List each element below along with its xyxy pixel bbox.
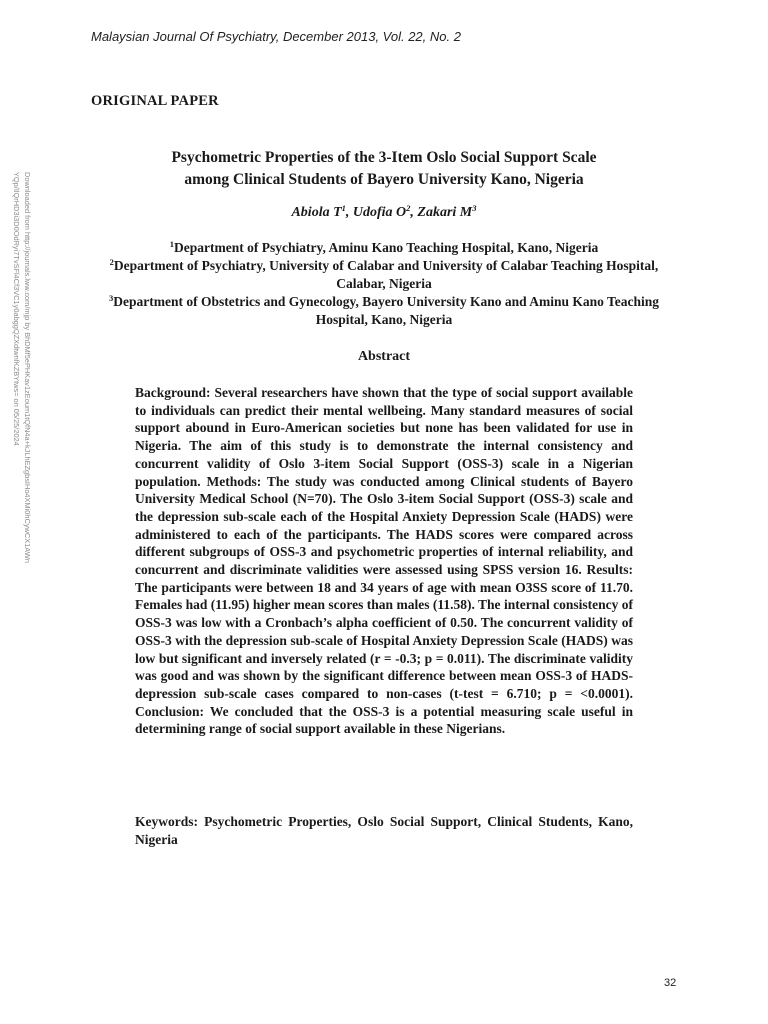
abstract-body: Background: Several researchers have shown that the type of social support available to individuals can predict their mental wellbeing. Many standard measures of social support abound in Euro-American societies but none has been validated for use in Nigeria. The aim of this study is to demonstrate the internal consistency and concurrent validity of Oslo 3-item Social Support (OSS-3) scale in a Nigerian population. Methods: The study was conducted among Clinical students of Bayero University Medical School (N=70). The Oslo 3-item Social Support (OSS-3) scale and the depression sub-scale each of the Hospital Anxiety Depression Scale (HADS) were administered to each of the participants. The HADS scores were compared across different subgroups of OSS-3 and psychometric properties of internal reliability, and concurrent and discriminate validities were assessed using SPSS version 16. Results: The participants were between 18 and 34 years of age with mean O3SS score of 11.70. Females had (11.95) higher mean scores than males (11.58). The internal consistency of OSS-3 was low with a Cronbach’s alpha coefficient of 0.50. The concurrent validity of OSS-3 with the depression sub-scale of Hospital Anxiety Depression Scale (HADS) was low but significant and inversely related (r = -0.3; p = 0.011). The discriminate validity was good and was shown by the significant difference between mean OSS-3 of HADS-depression sub-scale cases compared to non-cases (t-test = 6.710; p = <0.0001). Conclusion: We concluded that the OSS-3 is a potential measuring scale useful in determining range of social support available in these Nigerians. [135,385,633,737]
watermark-line-2: YQp/IlQrHD3i3D0OdRyi7TvSFl4Cf3VC1y0abggQZXdtwnfKZBYtws= on 05/25/2024 [12,172,21,446]
author-separator: , [410,205,418,220]
paper-title-line-2: among Clinical Students of Bayero University Kano, Nigeria [184,171,584,188]
author-affiliation-mark: 3 [472,203,477,213]
paper-title-line-1: Psychometric Properties of the 3-Item Oslo Social Support Scale [171,149,597,166]
affiliation-text: Department of Obstetrics and Gynecology, Bayero University Kano and Aminu Kano Teaching Hospital, Kano, Nigeria [113,294,660,327]
affiliation-mark: 1 [169,239,175,249]
affiliation-item [91,257,677,293]
paper-type-label: ORIGINAL PAPER [91,93,219,109]
affiliation-mark: 3 [108,293,114,303]
author-list [91,205,677,221]
paper-title [91,147,677,191]
author-name: Udofia O [352,205,407,220]
keywords: Keywords: Psychometric Properties, Oslo Social Support, Clinical Students, Kano, Nigeria [135,814,633,847]
author-name: Zakari M [417,205,473,220]
affiliation-item [91,239,677,257]
abstract-heading: Abstract [357,349,411,364]
affiliation-list [91,239,677,329]
page-number: 32 [664,977,677,989]
watermark-line-1: Downloaded from http://journals.lww.com/mjp by BhDMf5ePHKav1zEoum1tQfN4a+kJLhEZgbsIHo4XMi0hCywCX1AWn [23,172,32,563]
journal-header: Malaysian Journal Of Psychiatry, December 2013, Vol. 22, No. 2 [91,29,461,44]
affiliation-item [91,293,677,329]
affiliation-text: Department of Psychiatry, University of Calabar and University of Calabar Teaching Hospital, Calabar, Nigeria [113,258,659,291]
author-affiliation-mark: 2 [406,203,411,213]
affiliation-text: Department of Psychiatry, Aminu Kano Teaching Hospital, Kano, Nigeria [174,240,599,255]
author-name: Abiola T [291,205,342,220]
author-affiliation-mark: 1 [341,203,346,213]
download-watermark [11,172,33,563]
affiliation-mark: 2 [109,257,114,267]
author-separator: , [345,205,353,220]
